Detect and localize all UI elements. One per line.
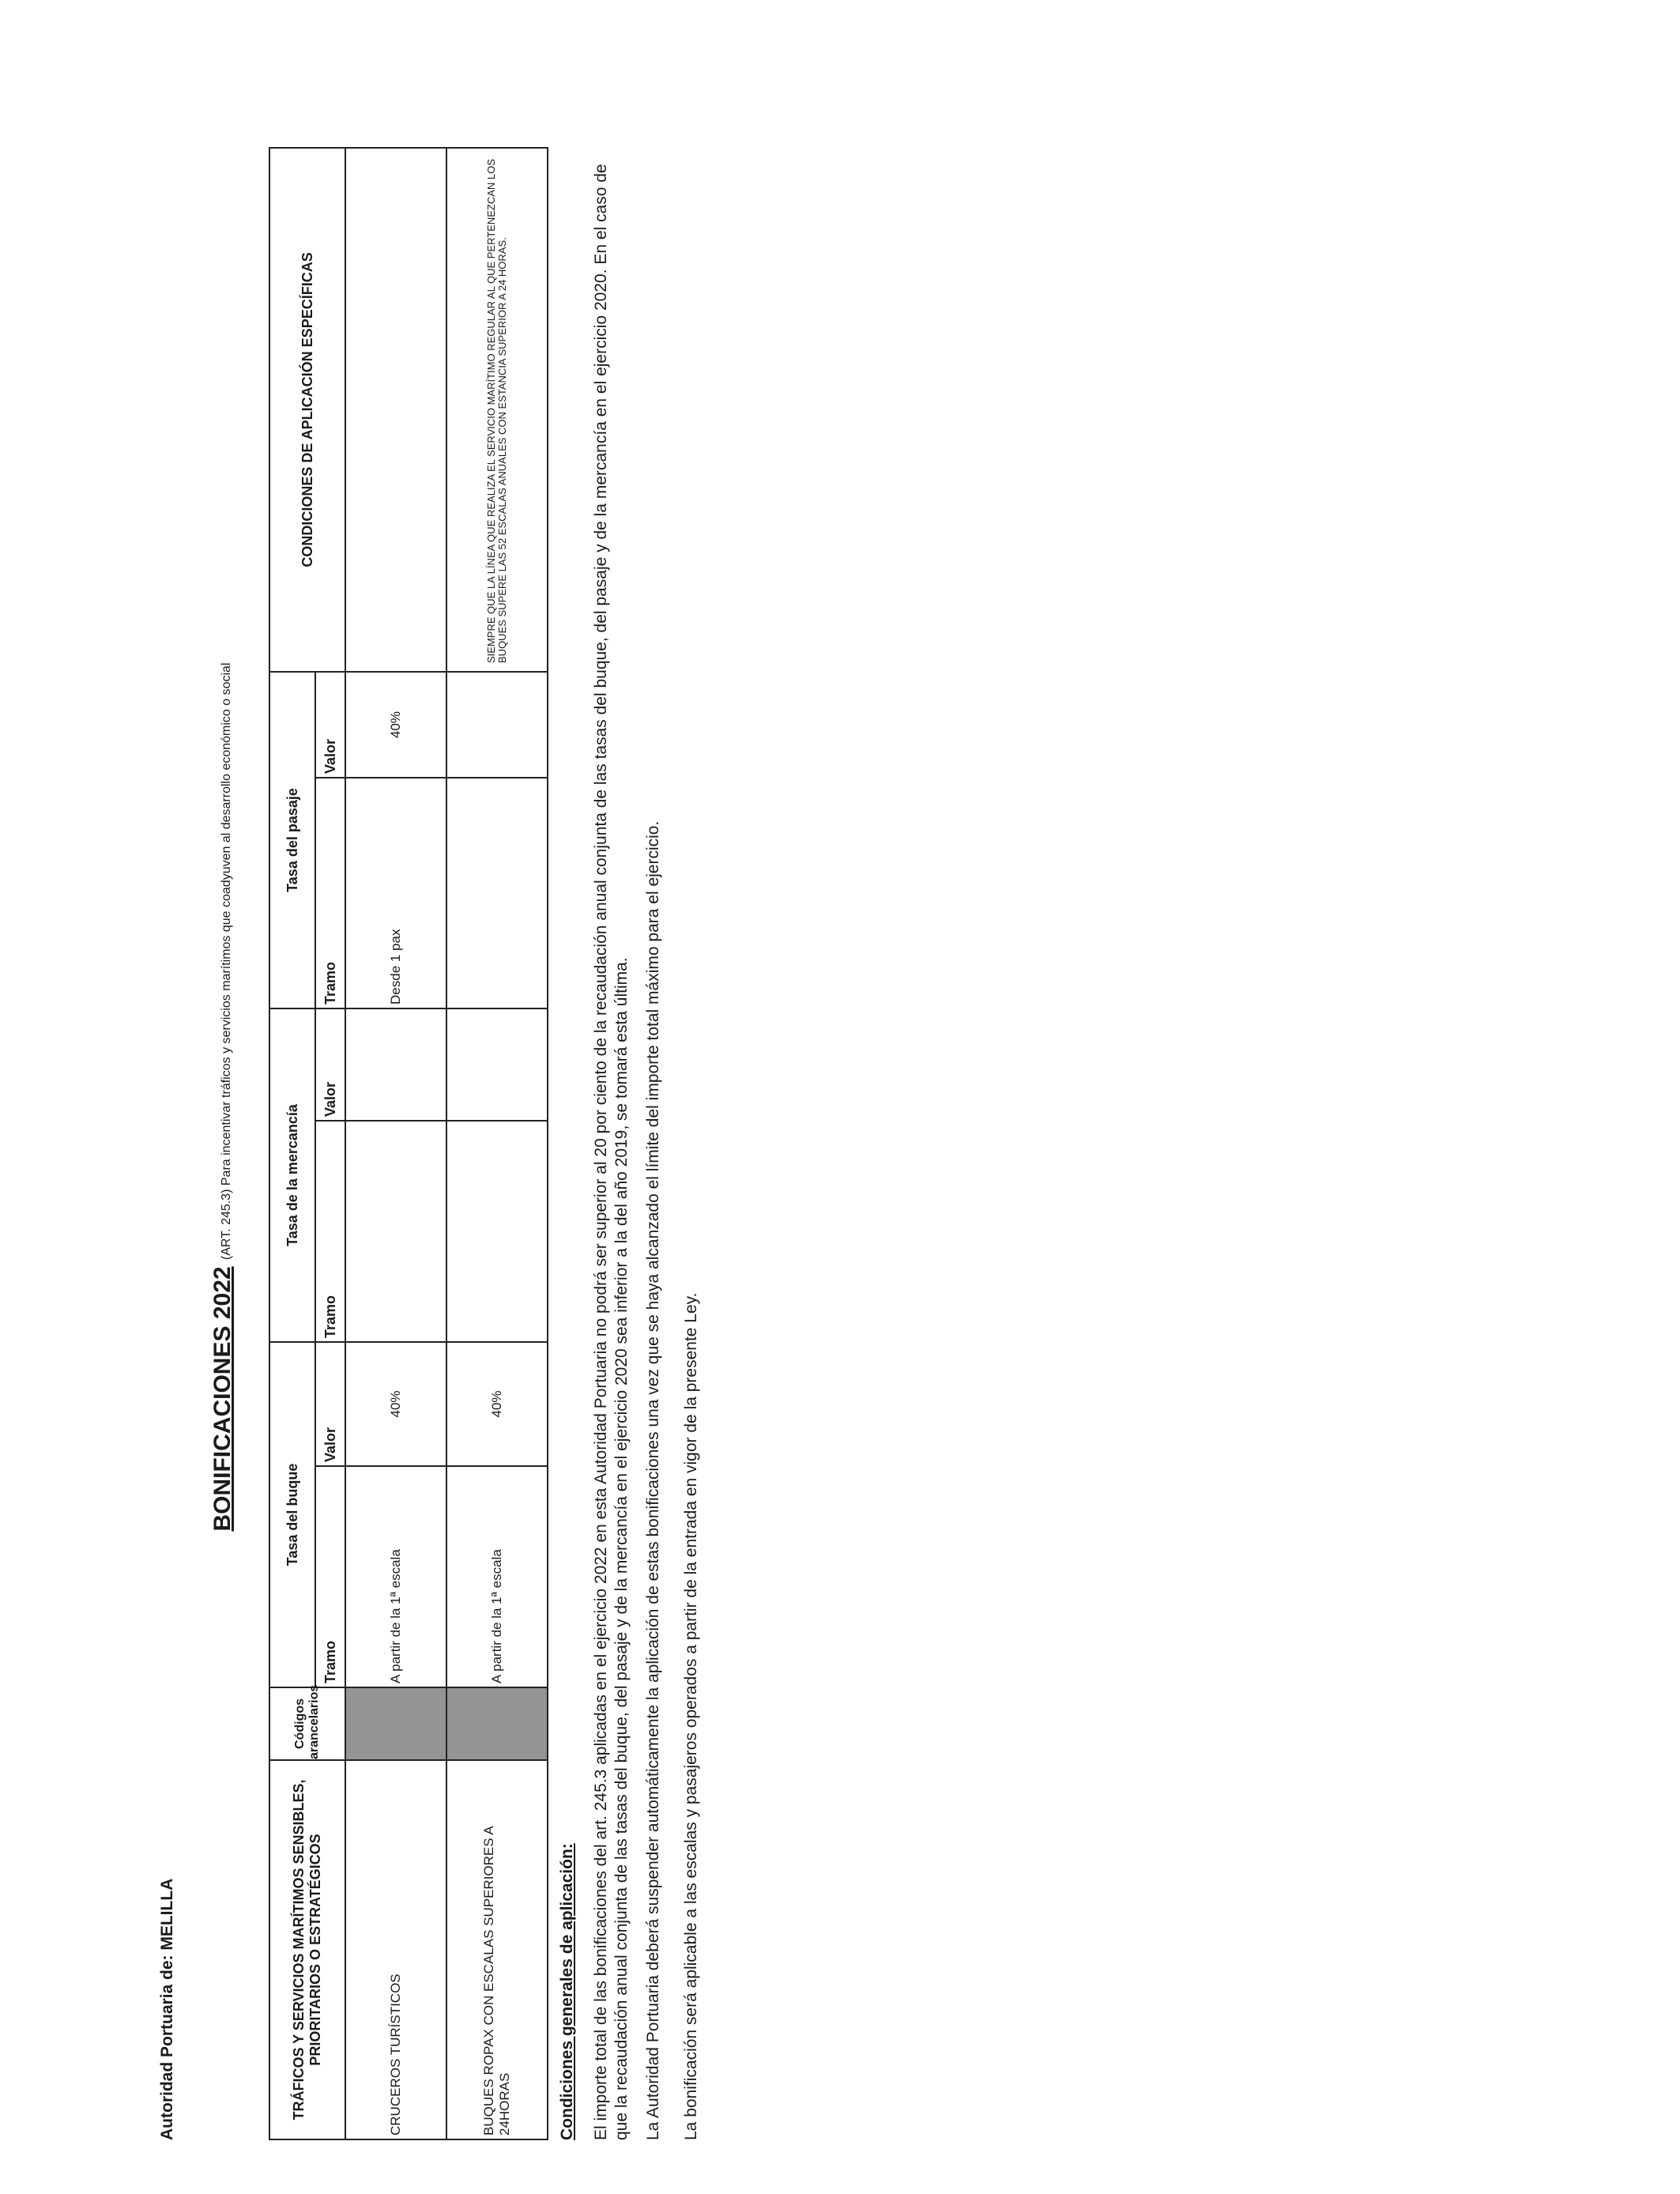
row-codigos [446,1687,548,1760]
buque-valor-header: Valor [315,1342,345,1466]
header-codigos: Códigos arancelarios [269,1687,345,1760]
buque-tramo-header: Tramo [315,1466,345,1687]
row-mercancia-valor [345,1008,446,1121]
header-tasa-pasaje: Tasa del pasaje [269,672,315,1008]
bonificaciones-table [269,147,548,2140]
header-tasa-mercancia: Tasa de la mercancía [269,1008,315,1342]
general-conditions-heading: Condiciones generales de aplicación: [558,1843,576,2140]
pasaje-tramo-header: Tramo [315,778,345,1008]
general-paragraph: El importe total de las bonificaciones del art. 245.3 aplicadas en el ejercicio 2022 en esta Autoridad Portuaria no podrá ser superior al 20 por ciento de la recaudación anual conjunta de las tasas del buque, del pasaje y de la mercancía en el ejercicio 2020. En el caso de que la recaudación anual conjunta de las tasas del buque, del pasaje y de la mercancía en el ejercicio 2020 sea inferior a la del año 2019, se tomará esta última. [592,164,631,2140]
row-buque-tramo: A partir de la 1ª escala [345,1466,446,1687]
general-paragraph: La Autoridad Portuaria deberá suspender automáticamente la aplicación de estas bonificaciones una vez que se haya alcanzado el límite del importe total máximo para el ejercicio. [644,820,662,2140]
general-paragraph: La bonificación será aplicable a las escalas y pasajeros operados a partir de la entrada en vigor de la presente Ley. [682,1292,700,2140]
header-condiciones: CONDICIONES DE APLICACIÓN ESPECÍFICAS [269,148,345,672]
row-mercancia-tramo [446,1121,548,1342]
table-row [345,148,446,2139]
row-buque-valor: 40% [345,1342,446,1466]
row-buque-valor: 40% [446,1342,548,1466]
row-buque-tramo: A partir de la 1ª escala [446,1466,548,1687]
row-pasaje-valor: 40% [345,672,446,778]
port-label: Autoridad Portuaria de: MELILLA [158,1878,176,2140]
header-traficos: TRÁFICOS Y SERVICIOS MARÍTIMOS SENSIBLES, PRIORITARIOS O ESTRATÉGICOS [269,1760,345,2139]
page-subtitle: (ART. 245.3) Para incentivar tráficos y servicios marítimos que coadyuven al desarrollo económico o social [220,662,233,1261]
mercancia-valor-header: Valor [315,1008,345,1121]
title-block [209,0,240,2194]
row-pasaje-valor [446,672,548,778]
row-trafico: CRUCEROS TURÍSTICOS [345,1760,446,2139]
row-codigos [345,1687,446,1760]
row-mercancia-valor [446,1008,548,1121]
table-row [446,148,548,2139]
row-pasaje-tramo: Desde 1 pax [345,778,446,1008]
page-title: BONIFICACIONES 2022 [209,1266,235,1532]
row-condiciones [345,148,446,672]
row-pasaje-tramo [446,778,548,1008]
row-trafico: BUQUES ROPAX CON ESCALAS SUPERIORES A 24HORAS [446,1760,548,2139]
row-mercancia-tramo [345,1121,446,1342]
header-tasa-buque: Tasa del buque [269,1342,315,1687]
header-row [269,148,315,2139]
mercancia-tramo-header: Tramo [315,1121,345,1342]
row-condiciones: SIEMPRE QUE LA LÍNEA QUE REALIZA EL SERVICIO MARÍTIMO REGULAR AL QUE PERTENEZCAN LOS BUQUES SUPERE LAS 52 ESCALAS ANUALES CON ESTANCIA SUPERIOR A 24 HORAS. [446,148,548,672]
pasaje-valor-header: Valor [315,672,345,778]
